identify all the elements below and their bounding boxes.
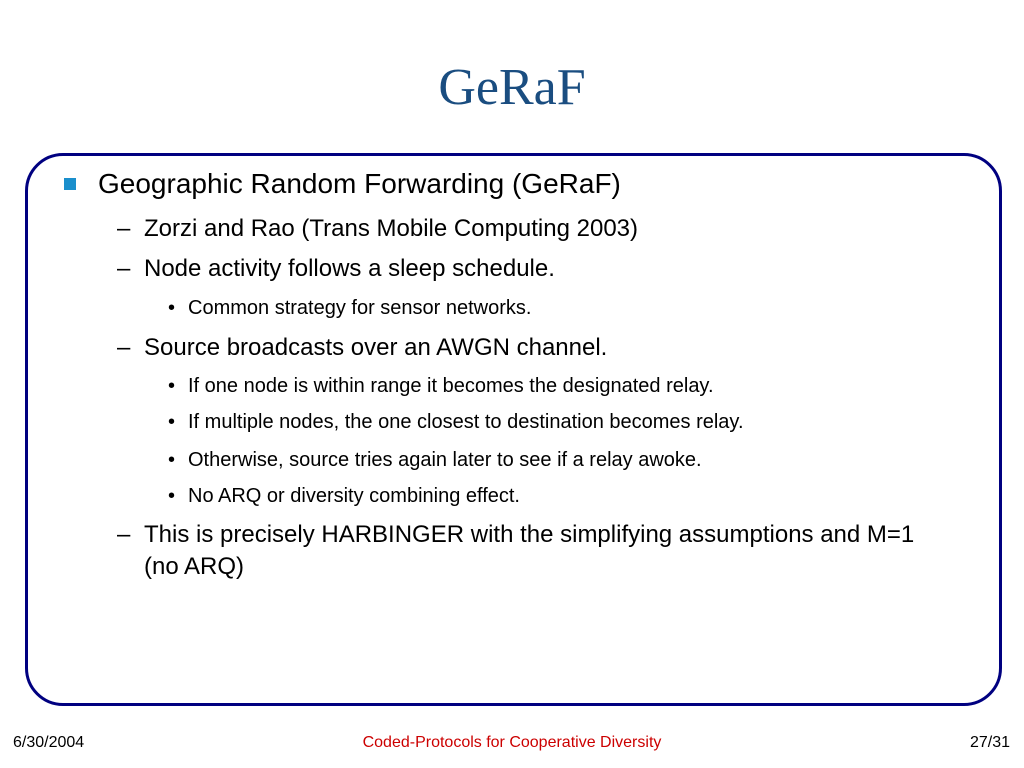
- dot-marker: •: [168, 449, 176, 471]
- dash-marker: –: [117, 334, 131, 361]
- dot-marker: •: [168, 485, 176, 507]
- dot-marker: •: [168, 375, 176, 397]
- dot-marker: •: [168, 297, 176, 319]
- footer-presentation-title: Coded-Protocols for Cooperative Diversity: [362, 734, 662, 751]
- slide-title: GeRaF: [438, 59, 586, 116]
- bullet-l2-zorzi: Zorzi and Rao (Trans Mobile Computing 2003): [144, 215, 639, 242]
- bullet-l3-multiple-nodes: If multiple nodes, the one closest to destination becomes relay.: [188, 411, 744, 433]
- bullet-l3-one-node: If one node is within range it becomes the designated relay.: [188, 375, 714, 397]
- footer-page-number: 27/31: [969, 734, 1010, 751]
- bullet-l2-harbinger: This is precisely HARBINGER with the simplifying assumptions and M=1 (no ARQ): [144, 521, 915, 580]
- bullet-l3-common-strategy: Common strategy for sensor networks.: [188, 297, 532, 319]
- dash-marker: –: [117, 521, 131, 548]
- bullet-l2-source-broadcasts: Source broadcasts over an AWGN channel.: [144, 334, 608, 361]
- bullet-l2-node-activity: Node activity follows a sleep schedule.: [144, 255, 555, 282]
- bullet-l3-no-arq: No ARQ or diversity combining effect.: [188, 485, 520, 507]
- bullet-l3-otherwise: Otherwise, source tries again later to see if a relay awoke.: [188, 449, 702, 471]
- dot-marker: •: [168, 411, 176, 433]
- dash-marker: –: [117, 215, 131, 242]
- footer-date: 6/30/2004: [13, 734, 85, 751]
- bullet-l1-geraf: Geographic Random Forwarding (GeRaF): [98, 168, 621, 199]
- square-bullet-icon: [64, 178, 76, 190]
- dash-marker: –: [117, 255, 131, 282]
